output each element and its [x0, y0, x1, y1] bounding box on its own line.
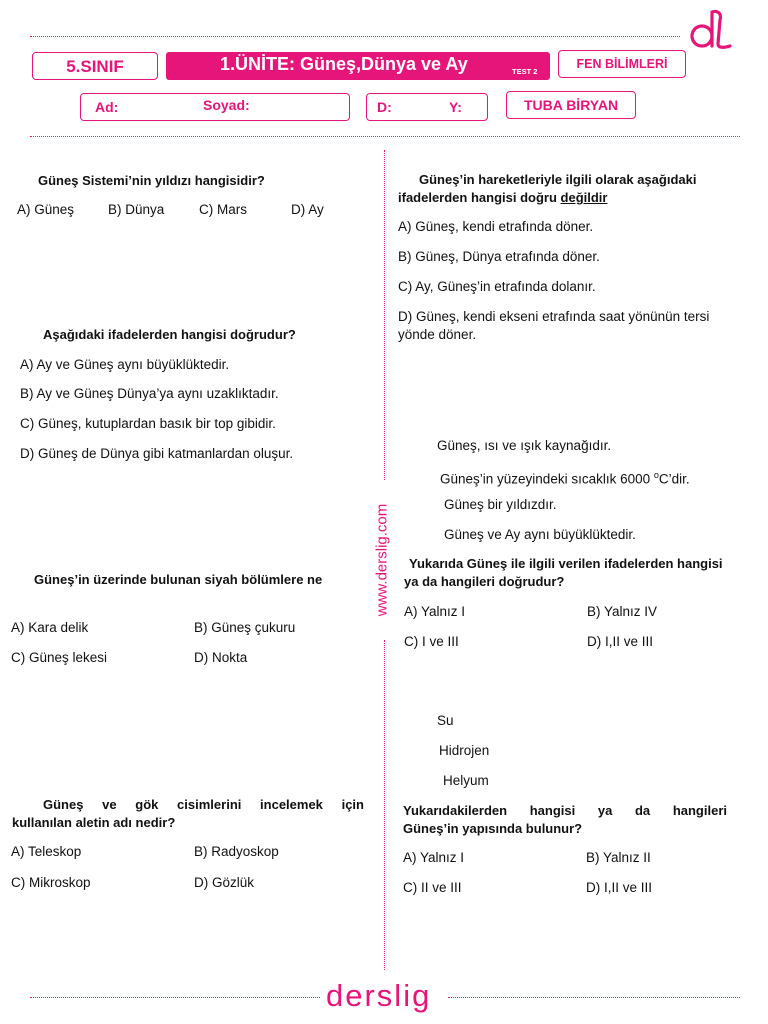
- footer-rule-left: [30, 997, 320, 998]
- q3-text: Güneş’in üzerinde bulunan siyah bölümlere ne: [34, 572, 323, 587]
- unit-title: 1.ÜNİTE: Güneş,Dünya ve Ay: [220, 54, 468, 74]
- q3-option-d[interactable]: D) Nokta: [194, 650, 248, 665]
- q5-negation-word: değildir: [560, 190, 608, 205]
- q4-option-b[interactable]: B) Radyoskop: [194, 844, 279, 859]
- q3-option-c[interactable]: C) Güneş lekesi: [11, 650, 108, 665]
- q7-item-2: Hidrojen: [439, 743, 490, 758]
- q5-option-d[interactable]: D) Güneş, kendi ekseni etrafında saat yönünün tersi: [398, 309, 710, 324]
- header-top-rule: [30, 36, 680, 37]
- q4-text-line1: Güneş ve gök cisimlerini incelemek için: [43, 797, 364, 812]
- class-year-box: [366, 93, 488, 121]
- q6-statement-2-unit: C’dir.: [658, 471, 690, 487]
- q5-option-b[interactable]: B) Güneş, Dünya etrafında döner.: [398, 249, 600, 264]
- q6-statement-3: Güneş bir yıldızdır.: [444, 497, 557, 512]
- q2-option-c[interactable]: C) Güneş, kutuplardan basık bir top gibidir.: [20, 416, 276, 431]
- q3-option-b[interactable]: B) Güneş çukuru: [194, 620, 296, 635]
- q7-text-line1: Yukarıdakilerden hangisi ya da hangileri: [403, 803, 727, 818]
- logo-icon: [688, 8, 736, 52]
- student-name-box: [80, 93, 350, 121]
- author-box: [506, 91, 636, 119]
- name-label: Ad:: [95, 99, 119, 115]
- q6-text-line1: Yukarıda Güneş ile ilgili verilen ifadelerden hangisi: [409, 556, 723, 571]
- q2-option-a[interactable]: A) Ay ve Güneş aynı büyüklüktedir.: [20, 357, 230, 372]
- class-label: D:: [377, 99, 392, 115]
- q6-statement-2-text: Güneş’in yüzeyindeki sıcaklık 6000: [440, 471, 654, 487]
- header-bottom-rule: [30, 136, 740, 137]
- vertical-url: www.derslig.com: [373, 503, 391, 617]
- test-label: TEST 2: [512, 67, 538, 76]
- q2-text: Aşağıdaki ifadelerden hangisi doğrudur?: [43, 327, 296, 342]
- q4-option-a[interactable]: A) Teleskop: [11, 844, 82, 859]
- footer-brand: derslig: [326, 978, 432, 1013]
- q5-text-line2-pre: ifadelerden hangisi doğru: [398, 190, 561, 205]
- q6-statement-2: [440, 466, 690, 489]
- q7-option-d[interactable]: D) I,II ve III: [586, 880, 653, 895]
- q6-statement-1: Güneş, ısı ve ışık kaynağıdır.: [437, 438, 612, 453]
- unit-title-bar: [166, 52, 550, 80]
- surname-label: Soyad:: [203, 97, 250, 113]
- logo: [688, 8, 736, 52]
- q5-text-line1: Güneş’in hareketleriyle ilgili olarak aşağıdaki: [419, 172, 697, 187]
- author-label: TUBA BİRYAN: [523, 97, 619, 113]
- q1-option-b[interactable]: B) Dünya: [108, 202, 165, 217]
- q1-text: Güneş Sistemi’nin yıldızı hangisidir?: [38, 173, 265, 188]
- q7-text-line2: Güneş’in yapısında bulunur?: [403, 821, 583, 836]
- q6-option-c[interactable]: C) I ve III: [404, 634, 459, 649]
- q7-option-a[interactable]: A) Yalnız I: [403, 850, 465, 865]
- q3-option-a[interactable]: A) Kara delik: [11, 620, 89, 635]
- q7-option-c[interactable]: C) II ve III: [403, 880, 462, 895]
- q1-option-a[interactable]: A) Güneş: [17, 202, 75, 217]
- grade-box: [32, 52, 158, 80]
- subject-label: FEN BİLİMLERİ: [576, 57, 668, 71]
- q6-option-b[interactable]: B) Yalnız IV: [587, 604, 658, 619]
- q5-option-a[interactable]: A) Güneş, kendi etrafında döner.: [398, 219, 594, 234]
- q2-option-b[interactable]: B) Ay ve Güneş Dünya’ya aynı uzaklıktadır.: [20, 386, 279, 401]
- q6-statement-4: Güneş ve Ay aynı büyüklüktedir.: [444, 527, 636, 542]
- q6-option-a[interactable]: A) Yalnız I: [404, 604, 466, 619]
- q4-option-c[interactable]: C) Mikroskop: [11, 875, 91, 890]
- degree-symbol: o: [653, 470, 659, 480]
- column-divider-top: [384, 150, 385, 480]
- q5-text-line2: [398, 189, 607, 207]
- q7-item-3: Helyum: [443, 773, 489, 788]
- q6-option-d[interactable]: D) I,II ve III: [587, 634, 654, 649]
- year-label: Y:: [449, 99, 462, 115]
- q6-text-line2: ya da hangileri doğrudur?: [404, 574, 565, 589]
- q5-option-d-continued: yönde döner.: [398, 327, 477, 342]
- footer-rule-right: [448, 997, 740, 998]
- grade-label: 5.SINIF: [66, 57, 124, 76]
- q1-option-d[interactable]: D) Ay: [291, 202, 324, 217]
- q2-option-d[interactable]: D) Güneş de Dünya gibi katmanlardan oluşur.: [20, 446, 294, 461]
- q1-option-c[interactable]: C) Mars: [199, 202, 247, 217]
- q4-text-line2: kullanılan aletin adı nedir?: [12, 815, 176, 830]
- q7-option-b[interactable]: B) Yalnız II: [586, 850, 651, 865]
- column-divider-bottom: [384, 640, 385, 970]
- q7-item-1: Su: [437, 713, 454, 728]
- subject-box: [558, 50, 686, 78]
- q4-option-d[interactable]: D) Gözlük: [194, 875, 255, 890]
- q5-option-c[interactable]: C) Ay, Güneş’in etrafında dolanır.: [398, 279, 596, 294]
